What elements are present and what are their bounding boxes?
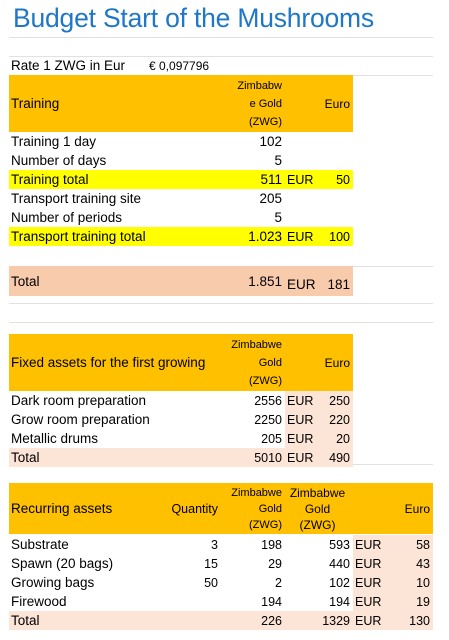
row-label: Growing bags xyxy=(11,575,95,590)
row-currency: EUR xyxy=(287,450,314,465)
training-row xyxy=(9,208,433,227)
row-label: Transport training total xyxy=(11,229,146,244)
training-row xyxy=(9,189,433,208)
fixed-row xyxy=(9,429,353,448)
row-currency: EUR xyxy=(355,613,382,628)
row-label: Substrate xyxy=(11,537,69,552)
row-total-zwg: 194 xyxy=(329,594,350,609)
row-currency: EUR xyxy=(353,592,393,611)
row-eur: 130 xyxy=(409,613,430,628)
row-eur: 490 xyxy=(329,450,350,465)
training-row xyxy=(9,151,433,170)
fixed-total-row xyxy=(9,448,353,467)
row-unit-zwg: 194 xyxy=(261,594,282,609)
row-eur xyxy=(321,208,353,227)
header-line: Gold xyxy=(258,356,282,369)
training-total-label: Total xyxy=(11,273,40,289)
row-total-zwg: 1329 xyxy=(322,613,350,628)
row-quantity xyxy=(145,611,221,630)
header-line: Gold xyxy=(304,501,331,516)
header-line: (ZWG) xyxy=(249,518,282,531)
training-header-euro: Euro xyxy=(324,96,350,111)
row-zwg: 5010 xyxy=(254,450,282,465)
row-eur: 100 xyxy=(329,229,350,244)
row-label: Firewood xyxy=(11,594,67,609)
row-currency xyxy=(285,189,321,208)
row-currency: EUR xyxy=(285,391,321,410)
row-total-zwg: 440 xyxy=(329,556,350,571)
training-header xyxy=(9,75,353,132)
fixed-assets-header xyxy=(9,334,353,391)
header-line: Zimbabwe xyxy=(289,485,346,500)
training-row xyxy=(9,132,433,151)
row-zwg: 2556 xyxy=(254,393,282,408)
row-currency: EUR xyxy=(353,554,393,573)
recurring-row xyxy=(9,573,433,592)
header-line: (ZWG) xyxy=(249,374,282,387)
row-eur xyxy=(321,189,353,208)
row-quantity: 3 xyxy=(211,537,218,552)
row-eur: 58 xyxy=(393,535,433,554)
row-eur xyxy=(321,151,353,170)
row-unit-zwg: 226 xyxy=(261,613,282,628)
row-currency: EUR xyxy=(285,429,321,448)
row-eur: 250 xyxy=(321,391,353,410)
row-currency: EUR xyxy=(353,535,393,554)
recurring-header-euro: Euro xyxy=(404,501,430,516)
recurring-assets-header xyxy=(9,483,433,534)
row-currency: EUR xyxy=(287,229,314,244)
header-line: Zimbabwe xyxy=(231,338,282,351)
fixed-row xyxy=(9,391,353,410)
header-line: Zimbabwe xyxy=(231,486,282,499)
row-unit-zwg: 198 xyxy=(261,537,282,552)
row-zwg: 511 xyxy=(260,172,282,187)
rate-row xyxy=(9,56,433,75)
recurring-row xyxy=(9,592,433,611)
training-total-zwg: 1.851 xyxy=(248,273,282,289)
row-unit-zwg: 2 xyxy=(275,575,282,590)
row-currency xyxy=(285,132,321,151)
row-zwg: 5 xyxy=(274,210,282,225)
row-eur xyxy=(321,132,353,151)
row-zwg: 205 xyxy=(259,191,282,206)
row-zwg: 5 xyxy=(274,153,282,168)
training-total-eur: 181 xyxy=(327,276,350,292)
header-line: (ZWG) xyxy=(249,115,282,128)
row-total-zwg: 102 xyxy=(329,575,350,590)
fixed-header-euro: Euro xyxy=(324,355,350,370)
row-currency xyxy=(285,151,321,170)
row-eur: 43 xyxy=(393,554,433,573)
recurring-header-quantity: Quantity xyxy=(171,501,218,516)
row-label: Grow room preparation xyxy=(11,412,150,427)
recurring-header-unit-zwg xyxy=(221,483,285,534)
row-zwg: 2250 xyxy=(254,412,282,427)
row-label: Number of days xyxy=(11,153,107,168)
fixed-row xyxy=(9,410,353,429)
recurring-row xyxy=(9,554,433,573)
row-eur: 19 xyxy=(393,592,433,611)
row-label: Metallic drums xyxy=(11,431,99,446)
training-row xyxy=(9,227,353,246)
row-eur: 220 xyxy=(321,410,353,429)
row-unit-zwg: 29 xyxy=(268,556,282,571)
recurring-header-total-zwg xyxy=(285,483,353,534)
training-total-currency: EUR xyxy=(287,276,316,292)
training-header-zwg xyxy=(221,75,285,132)
row-currency: EUR xyxy=(287,172,314,187)
training-header-label: Training xyxy=(11,96,60,111)
row-quantity xyxy=(145,592,221,611)
row-zwg: 102 xyxy=(259,134,282,149)
rate-label: Rate 1 ZWG in Eur xyxy=(11,58,126,73)
row-eur: 10 xyxy=(393,573,433,592)
row-label: Number of periods xyxy=(11,210,123,225)
row-zwg: 1.023 xyxy=(248,229,282,244)
recurring-row xyxy=(9,535,433,554)
row-currency: EUR xyxy=(285,410,321,429)
row-currency: EUR xyxy=(353,573,393,592)
row-label: Dark room preparation xyxy=(11,393,147,408)
fixed-header-label: Fixed assets for the first growing xyxy=(11,355,206,370)
row-label: Training 1 day xyxy=(11,134,97,149)
row-quantity: 15 xyxy=(204,556,218,571)
row-quantity: 50 xyxy=(204,575,218,590)
row-total-zwg: 593 xyxy=(329,537,350,552)
recurring-total-row xyxy=(9,611,433,630)
training-grand-total-row xyxy=(9,266,353,296)
row-label: Total xyxy=(11,450,40,465)
recurring-header-label: Recurring assets xyxy=(11,501,113,516)
header-line: (ZWG) xyxy=(299,517,336,532)
header-line: e Gold xyxy=(249,97,282,110)
row-eur: 20 xyxy=(321,429,353,448)
row-eur: 50 xyxy=(336,172,350,187)
row-zwg: 205 xyxy=(261,431,282,446)
sheet-title: Budget Start of the Mushrooms xyxy=(13,3,374,33)
header-line: Zimbabw xyxy=(237,79,282,92)
training-row xyxy=(9,170,353,189)
rate-value: € 0,097796 xyxy=(149,58,210,73)
row-label: Total xyxy=(11,613,40,628)
row-currency xyxy=(285,208,321,227)
row-label: Spawn (20 bags) xyxy=(11,556,114,571)
row-label: Transport training site xyxy=(11,191,142,206)
fixed-header-zwg xyxy=(221,334,285,391)
header-line: Gold xyxy=(258,502,282,515)
row-label: Training total xyxy=(11,172,89,187)
